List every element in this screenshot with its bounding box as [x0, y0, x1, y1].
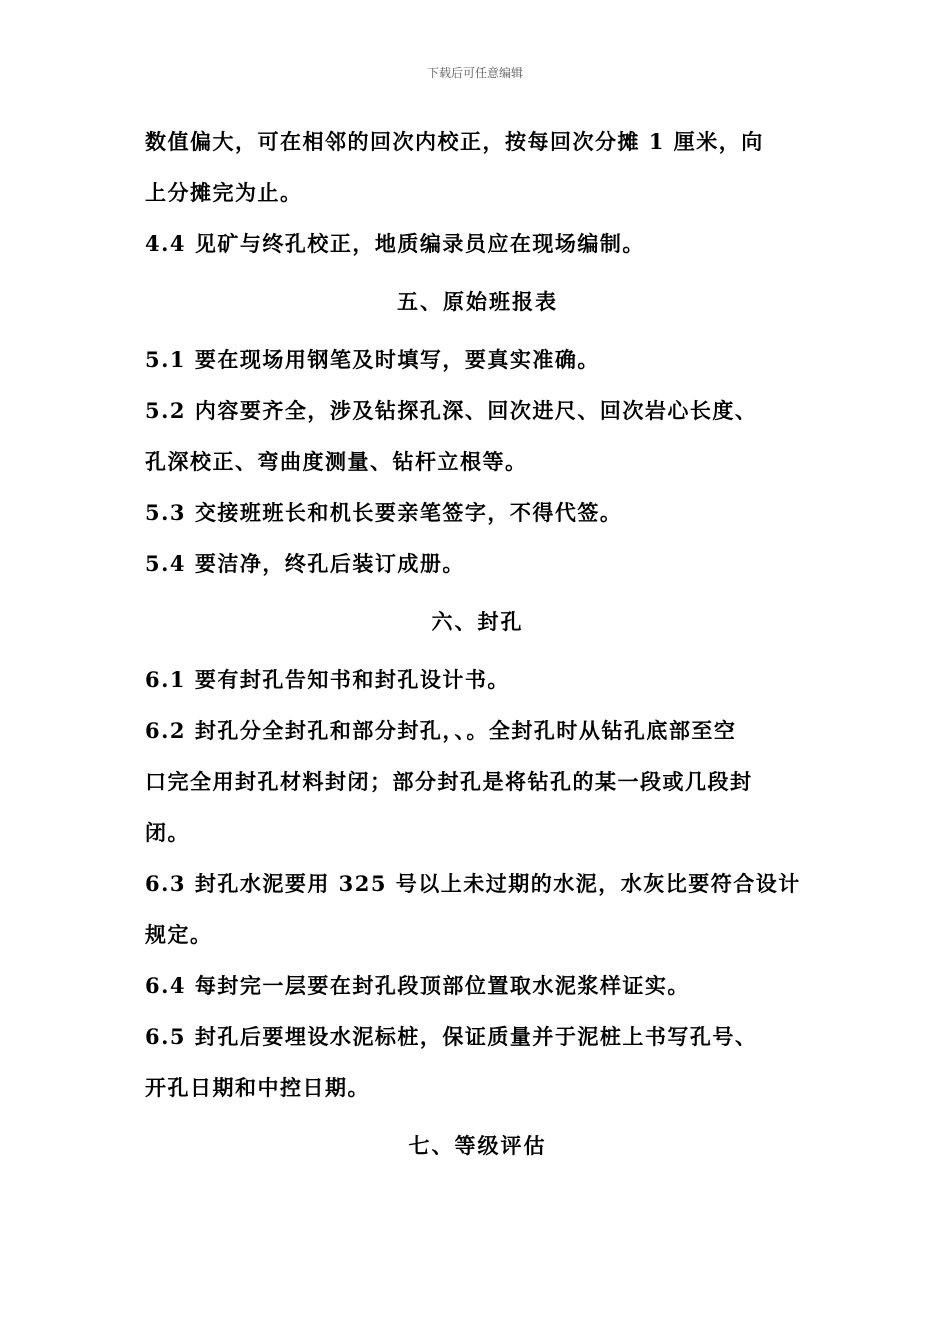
paragraph-line: 5.2 内容要齐全，涉及钻探孔深、回次进尺、回次岩心长度、	[145, 398, 758, 423]
paragraph-line: 上分摊完为止。	[145, 180, 303, 205]
paragraph-line: 规定。	[145, 922, 213, 947]
paragraph-line: 5.3 交接班班长和机长要亲笔签字，不得代签。	[145, 500, 623, 525]
paragraph-line: 6.1 要有封孔告知书和封孔设计书。	[145, 667, 510, 692]
page-header: 下载后可任意编辑	[426, 66, 523, 80]
paragraph-line: 6.3 封孔水泥要用 325 号以上未过期的水泥，水灰比要符合设计	[145, 871, 801, 896]
paragraph-line: 6.4 每封完一层要在封孔段顶部位置取水泥浆样证实。	[145, 973, 690, 998]
section-heading: 五、原始班报表	[397, 289, 558, 314]
paragraph-line: 孔深校正、弯曲度测量、钻杆立根等。	[145, 449, 528, 474]
paragraph-line: 闭。	[145, 820, 190, 845]
paragraph-line: 数值偏大，可在相邻的回次内校正，按每回次分摊 1 厘米，向	[145, 129, 764, 154]
section-heading: 六、封孔	[431, 609, 524, 634]
paragraph-line: 6.5 封孔后要埋设水泥标桩，保证质量并于泥桩上书写孔号、	[145, 1024, 758, 1049]
section-heading: 七、等级评估	[408, 1133, 547, 1158]
paragraph-line: 口完全用封孔材料封闭；部分封孔是将钻孔的某一段或几段封	[145, 769, 753, 794]
document-body	[145, 116, 810, 1178]
paragraph-line: 5.1 要在现场用钢笔及时填写，要真实准确。	[145, 347, 600, 372]
paragraph-line: 4.4 见矿与终孔校正，地质编录员应在现场编制。	[145, 231, 645, 256]
paragraph-line: 6.2 封孔分全封孔和部分封孔，、。全封孔时从钻孔底部至空	[145, 718, 737, 743]
paragraph-line: 开孔日期和中控日期。	[145, 1075, 370, 1100]
paragraph-line: 5.4 要洁净，终孔后装订成册。	[145, 551, 465, 576]
